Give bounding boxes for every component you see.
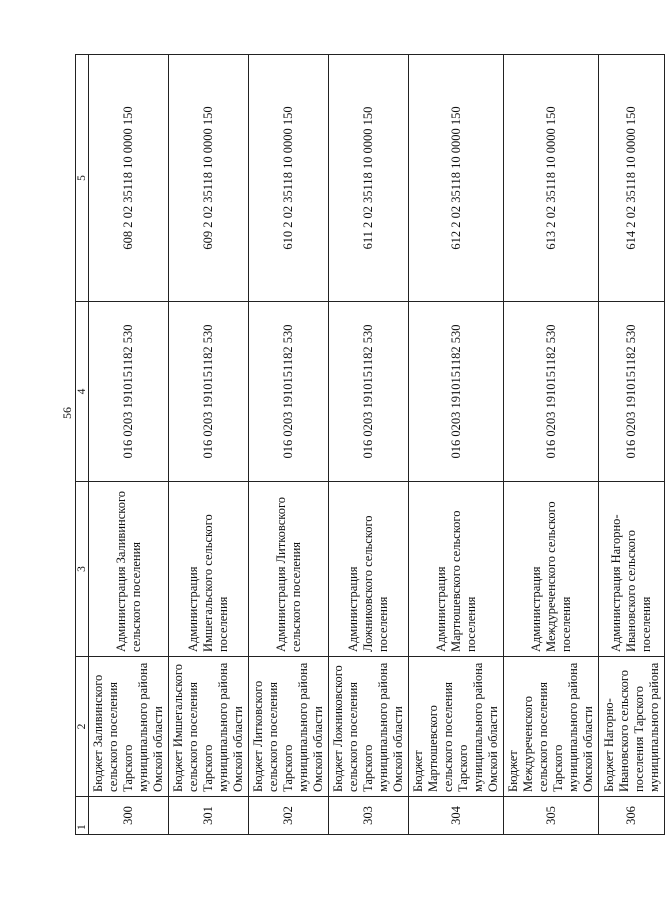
table-row: [249, 55, 329, 835]
expense-code: 016 0203 1910151182 530: [89, 302, 169, 482]
administrator-name: Администрация Междуреченского сельского поселения: [504, 482, 599, 657]
row-number: 301: [169, 797, 249, 835]
revenue-code: 609 2 02 35118 10 0000 150: [169, 55, 249, 302]
table-row: [329, 55, 409, 835]
budget-table-container: [75, 55, 661, 835]
administrator-name: Администрация Ложниковского сельского поселения: [329, 482, 409, 657]
header-col-1: 1: [76, 797, 89, 835]
administrator-name: Администрация Имшегальского сельского поселения: [169, 482, 249, 657]
budget-table: [75, 54, 665, 835]
table-body: [89, 55, 665, 835]
page-number: [60, 401, 74, 425]
header-col-5: 5: [76, 55, 89, 302]
row-number: 302: [249, 797, 329, 835]
header-col-3: 3: [76, 482, 89, 657]
row-number: 304: [409, 797, 504, 835]
expense-code: 016 0203 1910151182 530: [599, 302, 665, 482]
row-number: 300: [89, 797, 169, 835]
budget-name: Бюджет Имшегальского сельского поселения Тарского муниципального района Омской области: [169, 657, 249, 797]
administrator-name: Администрация Нагорно-Ивановского сельского поселения: [599, 482, 665, 657]
administrator-name: Администрация Заливинского сельского поселения: [89, 482, 169, 657]
table-row: [169, 55, 249, 835]
table-header: [76, 55, 89, 835]
revenue-code: 612 2 02 35118 10 0000 150: [409, 55, 504, 302]
revenue-code: 611 2 02 35118 10 0000 150: [329, 55, 409, 302]
page-number-text: 56: [60, 407, 74, 419]
header-col-4: 4: [76, 302, 89, 482]
revenue-code: 613 2 02 35118 10 0000 150: [504, 55, 599, 302]
budget-name: Бюджет Литковского сельского поселения Тарского муниципального района Омской области: [249, 657, 329, 797]
expense-code: 016 0203 1910151182 530: [409, 302, 504, 482]
row-number: 305: [504, 797, 599, 835]
table-row: [89, 55, 169, 835]
administrator-name: Администрация Мартюшевского сельского поселения: [409, 482, 504, 657]
row-number: 303: [329, 797, 409, 835]
budget-name: Бюджет Мартюшевского сельского поселения Тарского муниципального района Омской области: [409, 657, 504, 797]
expense-code: 016 0203 1910151182 530: [169, 302, 249, 482]
budget-name: Бюджет Заливинского сельского поселения Тарского муниципального района Омской области: [89, 657, 169, 797]
revenue-code: 614 2 02 35118 10 0000 150: [599, 55, 665, 302]
expense-code: 016 0203 1910151182 530: [504, 302, 599, 482]
row-number: 306: [599, 797, 665, 835]
expense-code: 016 0203 1910151182 530: [249, 302, 329, 482]
revenue-code: 610 2 02 35118 10 0000 150: [249, 55, 329, 302]
table-header-row: [76, 55, 89, 835]
administrator-name: Администрация Литковского сельского поселения: [249, 482, 329, 657]
revenue-code: 608 2 02 35118 10 0000 150: [89, 55, 169, 302]
table-row: [599, 55, 665, 835]
expense-code: 016 0203 1910151182 530: [329, 302, 409, 482]
table-row: [409, 55, 504, 835]
header-col-2: 2: [76, 657, 89, 797]
budget-name: Бюджет Ложниковского сельского поселения Тарского муниципального района Омской области: [329, 657, 409, 797]
table-row: [504, 55, 599, 835]
budget-name: Бюджет Междуреченского сельского поселения Тарского муниципального района Омской области: [504, 657, 599, 797]
budget-name: Бюджет Нагорно-Ивановского сельского поселения Тарского муниципального района: [599, 657, 665, 797]
